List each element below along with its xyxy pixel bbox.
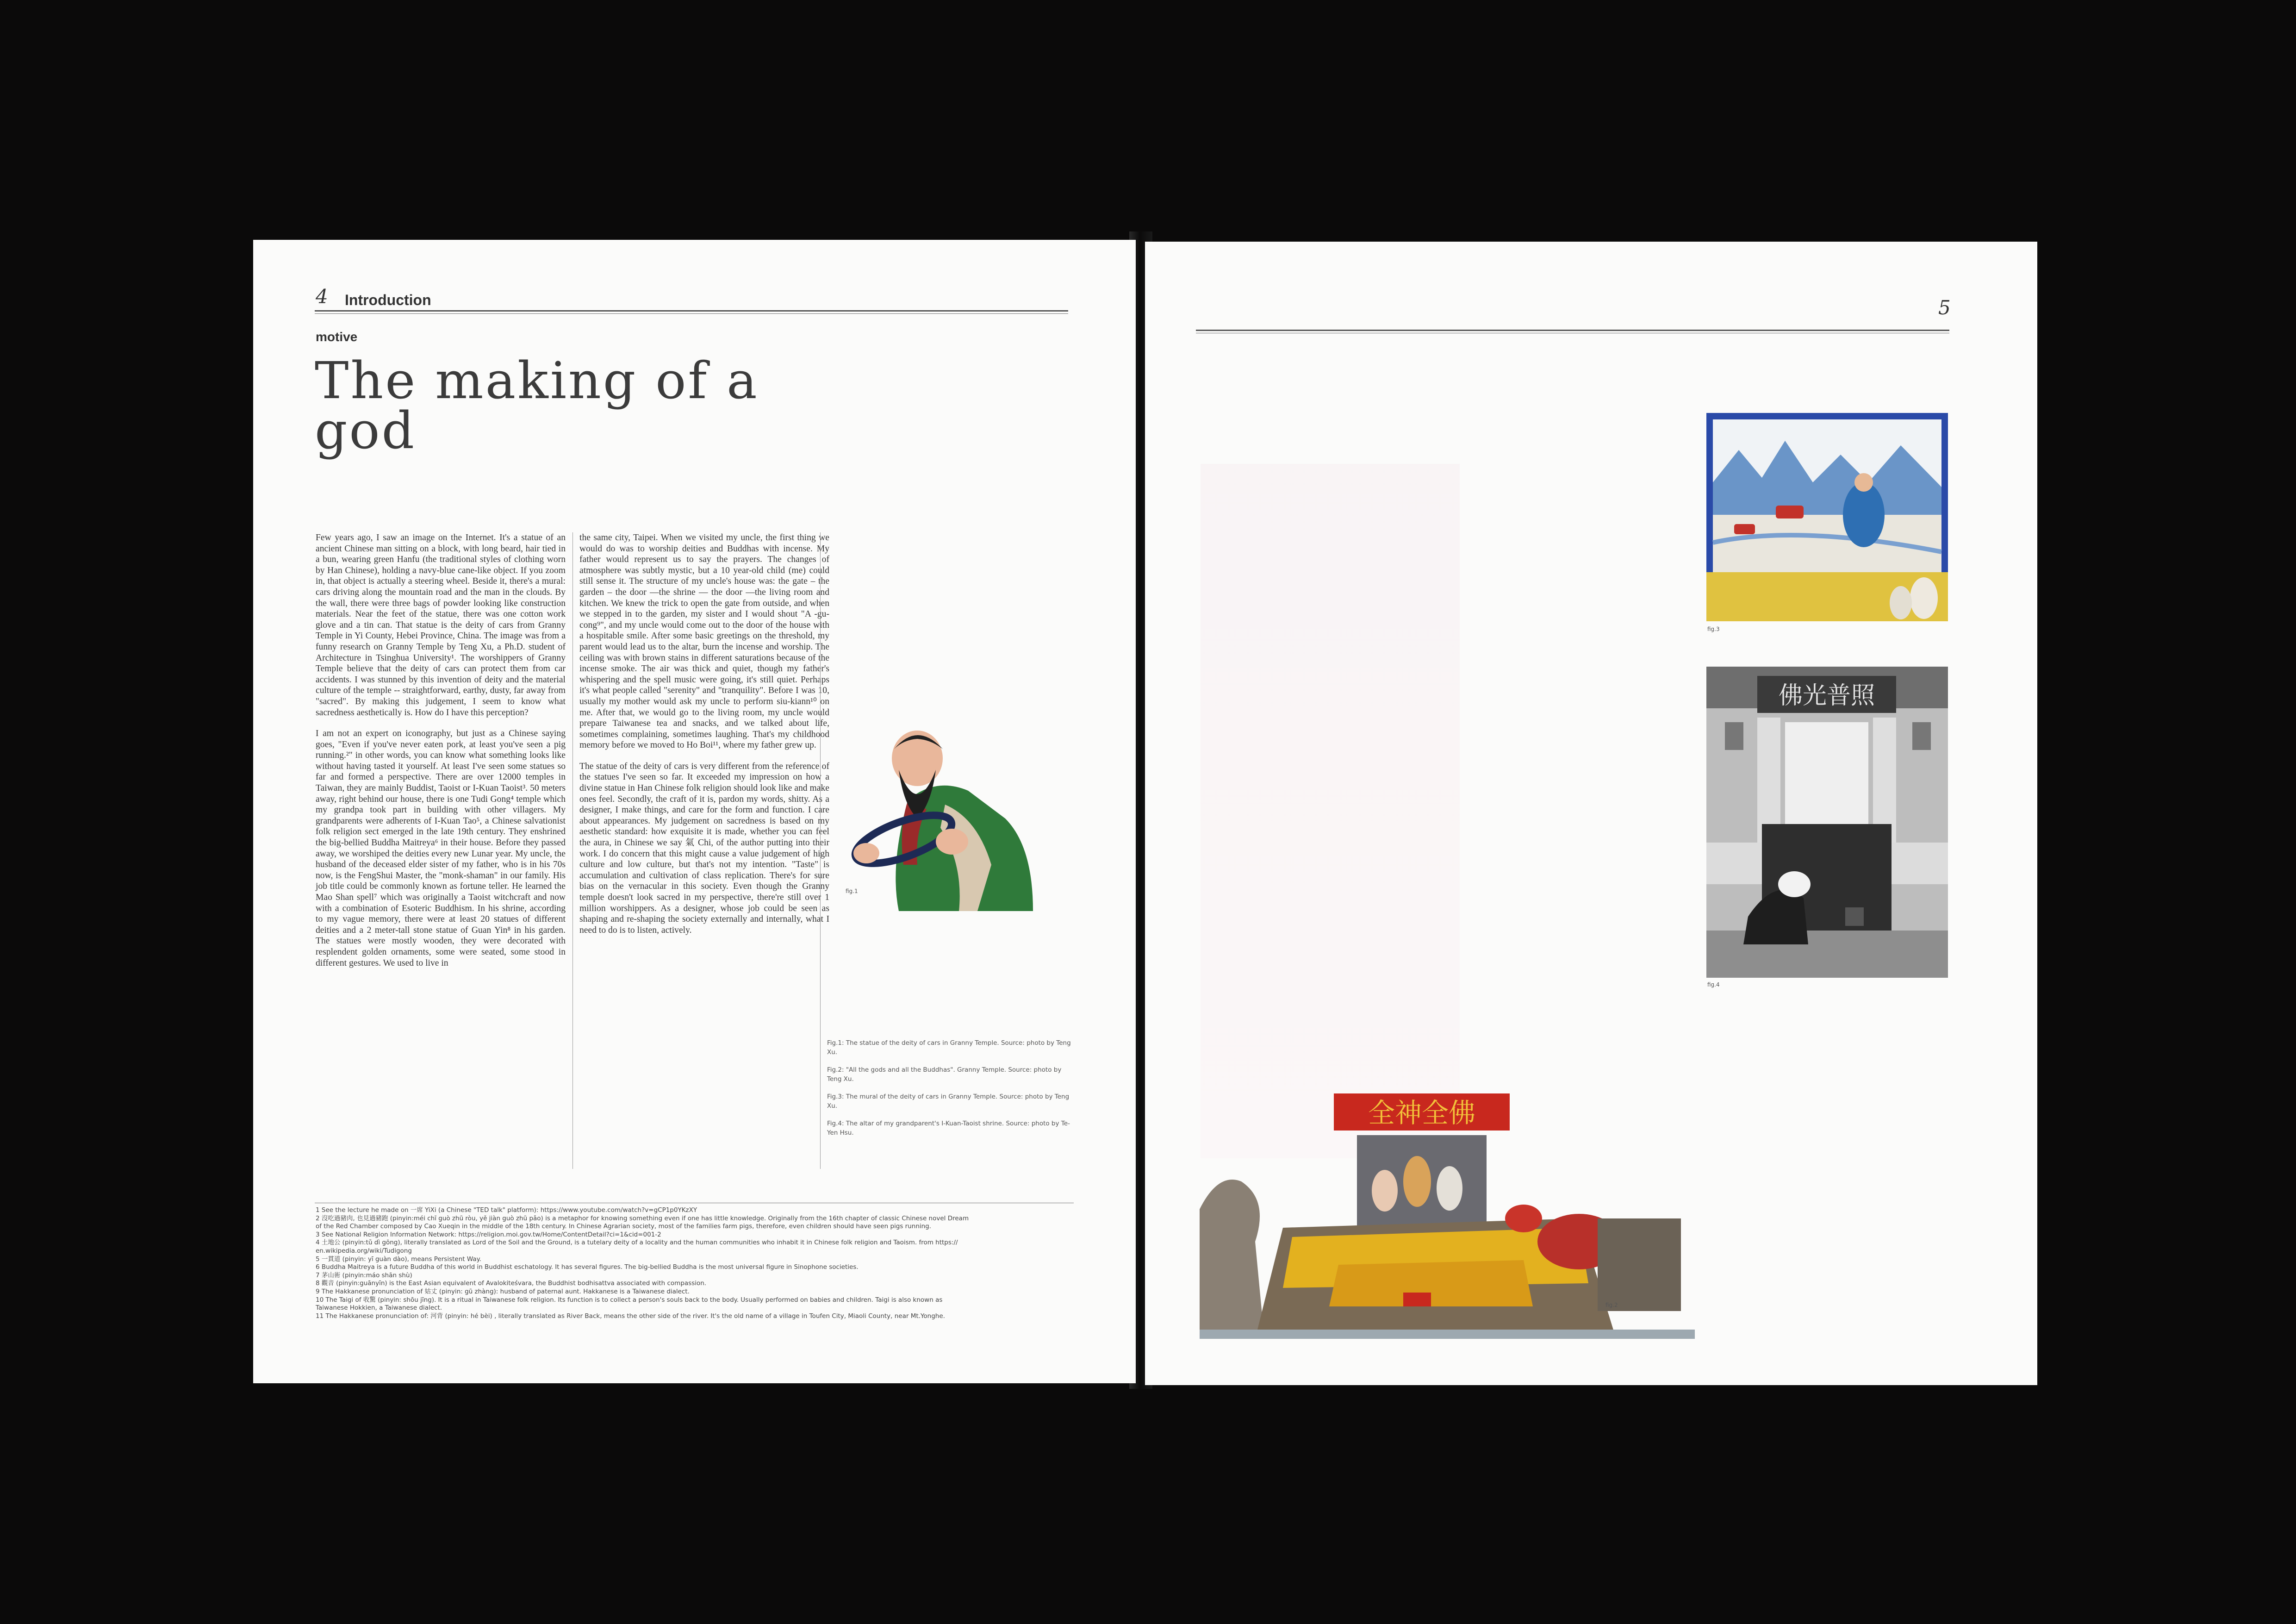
header-rule — [315, 310, 1068, 312]
figure-captions — [827, 1038, 1072, 1146]
footnote: 4 土地公 (pinyin:tǔ dì gōng), literally translated as Lord of the Soil and the Ground, is a tutelary deity of a locality and the human communities who inhabit it in Chinese folk religion and Taoism. from https:// — [316, 1239, 958, 1247]
footnote: 8 觀音 (pinyin:guānyīn) is the East Asian equivalent of Avalokiteśvara, the Buddhist bodhisattva associated with compassion. — [316, 1280, 707, 1287]
text-column-1 — [316, 532, 566, 979]
footnote: en.wikipedia.org/wiki/Tudigong — [316, 1247, 412, 1255]
paragraph: the same city, Taipei. When we visited my uncle, the first thing we would do was to worship deities and Buddhas with incense. My father would represent us to say the prayers. The changes of atmosphere was subtly mystic, but a 10 year-old child (me) could still sense it. The structure of my uncle's house was: the gate – the garden – the door —the shrine — the door —the living room and kitchen. We knew the trick to open the gate from outside, and when we stepped in to the garden, my sister and I would shout "A -gu-cong⁹", and my uncle would come out to the door of the house with a hospitable smile. After some basic greetings on the threshold, my parent would lead us to the altar, burn the incense and worship. The ceiling was with brown stains in different saturations because of the incense smoke. The air was thick and quiet, though my father's whispering and the spell music were going, it's still quiet. Perhaps it's what people called "serenity" and "tranquility". Before I was 10, usually my mother would ask my uncle to perform siu-kiann¹⁰ on me. After that, we would go to the living room, my uncle would prepare Taiwanese tea and snacks, and we talked about life, sometimes complaining, sometimes laughing. That's my childhood memory before we moved to Ho Boi¹¹, where my father grew up. — [579, 533, 829, 750]
footnote: 3 See National Religion Information Network: https://religion.moi.gov.tw/Home/ContentDetail?ci=1&cid=001-2 — [316, 1230, 661, 1238]
page-number-right: 5 — [1938, 296, 1951, 319]
kicker: motive — [316, 330, 358, 344]
paragraph: I am not an expert on iconography, but just as a Chinese saying goes, "Even if you've never eaten pork, at least you've seen a pig running.²" in other words, you can know what something looks like without having tasted it yourself. At least I've seen some statues so far and formed a perspective. There are over 12000 temples in Taiwan, they are mainly Buddist, Taoist or I-Kuan Taoist³. 50 meters away, right behind our house, there is one Tudi Gong⁴ temple which my grandpa took part in building with other villagers. My grandparents were adherents of I-Kuan Tao⁵, a Chinese salvationist folk religion sect emerged in the late 19th century. They enshrined the big-bellied Buddha Maitreya⁶ in their house. Before they passed away, we worshiped the deities every new Lunar year. My uncle, the husband of the deceased elder sister of my father, who is in his 70s now, is the FengShui Master, the "monk-shaman" in our family. His job title could be commonly known as fortune teller. He learned the Mao Shan spell⁷ which was originally a Taoist witchcraft and now with a combination of Esoteric Buddhism. In his shrine, according to my vague memory, there were at least 20 statues of different deities and a 2 meter-tall stone statue of Guan Yin⁸ in his garden. The statues were mostly wooden, they were decorated with resplendent golden ornaments, some were seated, some stood in different gestures. We used to live in — [316, 729, 566, 968]
right-page — [1145, 242, 2037, 1385]
fig2-label: fig.2 — [1605, 1302, 1618, 1308]
caption: Fig.3: The mural of the deity of cars in Granny Temple. Source: photo by Teng Xu. — [827, 1093, 1070, 1110]
footnote: of the Red Chamber composed by Cao Xueqin in the middle of the 18th century. In Chinese Agrarian society, most of the families farm pigs, therefore, even children should have seen pigs running. — [316, 1223, 932, 1230]
paragraph: The statue of the deity of cars is very different from the reference of the statues I've seen so far. It exceeded my impression on how a divine statue in Han Chinese folk religion should look like and make ones feel. Secondly, the craft of it is, pardon my words, shitty. As a designer, I make things, and care for the form and function. I care about appearances. My judgement on sacredness is based on my aesthetic standard: how exquisite it is made, whether you can feel the aura, in Chinese we say 氣 Chi, of the author putting into their work. I do concern that this might cause a value judgement of high culture and low culture, but that's not my intention. "Taste" is accumulation and cultivation of class replication. There's for sure bias on the vernacular in this society. Even though the Granny temple doesn't look sacred in my perspective, there're still over 1 million worshippers. As a designer, whose job could be seen as shaping and re-shaping the society externally and internally, what I need to do is to listen, actively. — [579, 761, 829, 935]
footnote: Taiwanese Hokkien, a Taiwanese dialect. — [316, 1304, 442, 1312]
fig1-label: fig.1 — [846, 888, 858, 894]
paragraph: Few years ago, I saw an image on the Internet. It's a statue of an ancient Chinese man sitting on a block, with long beard, hair tied in a bun, wearing green Hanfu (the traditional styles of clothing worn by Han Chinese), holding a navy-blue cane-like object. If you zoom in, that object is actually a steering wheel. Beside it, there's a mural: cars driving along the mountain road and the man in the clouds. By the wall, there were three bags of powder looking like construction materials. Near the feet of the statue, there was one cotton work glove and a tin can. That statue is the deity of cars from Granny Temple in Yi County, Hebei Province, China. The image was from a funny research on Granny Temple by Teng Xu, a Ph.D. student of Architecture in Tsinghua University¹. The worshippers of Granny Temple believe that the deity of cars can protect them from car accidents. I was stunned by this invention of deity and the material culture of the temple -- straightforward, earthy, dusty, far away from "sacred". By making this judgement, I seem to know what sacredness aesthetically is. How do I have this perception? — [316, 533, 566, 718]
fig1-statue-image — [839, 726, 1047, 916]
fig4-plaque-text: 佛光普照 — [1778, 682, 1875, 710]
caption: Fig.1: The statue of the deity of cars in Granny Temple. Source: photo by Teng Xu. — [827, 1039, 1071, 1056]
caption: Fig.4: The altar of my grandparent's I-Kuan-Taoist shrine. Source: photo by Te-Yen Hsu. — [827, 1120, 1070, 1137]
footnote: 10 The Taigi of 收驚 (pinyin: shōu jīng). It is a ritual in Taiwanese folk religion. Its function is to collect a person's souls back to the body. Usually performed on babies and children. Taigi is also known as — [316, 1296, 943, 1304]
page-number-left: 4 — [316, 285, 328, 308]
title-line-2: god — [315, 401, 417, 460]
footnote: 1 See the lecture he made on 一席 YiXi (a Chinese "TED talk" platform): https://www.youtube.com/watch?v=gCP1p0YKzXY — [316, 1206, 697, 1214]
fig3-mural-image — [1706, 413, 1948, 621]
footnote: 11 The Hakkanese pronunciation of: 河背 (pinyin: hé bèi) , literally translated as River Back, means the other side of the river. It's the old name of a village in Toufen City, Miaoli County, near Mt.Yonghe. — [316, 1312, 945, 1320]
footnote: 7 茅山術 (pinyin:máo shān shù) — [316, 1271, 412, 1279]
column-divider — [572, 532, 573, 1169]
article-title — [315, 351, 759, 460]
footnote: 6 Buddha Maitreya is a future Buddha of this world in Buddhist eschatology. It has several figures. The big-bellied Buddha is the most universal figure in Sinophone societies. — [316, 1263, 859, 1271]
header-rule-right — [1196, 330, 1949, 331]
show-through-shade — [1201, 464, 1460, 1158]
text-column-2 — [579, 532, 829, 946]
footnote: 5 一貫道 (pinyin: yī guàn dào), means Persistent Way. — [316, 1255, 481, 1263]
caption: Fig.2: "All the gods and all the Buddhas". Granny Temple. Source: photo by Teng Xu. — [827, 1066, 1062, 1083]
column-divider — [820, 532, 821, 1169]
section-title: Introduction — [345, 292, 431, 308]
fig2-shrine-image — [1200, 1089, 1695, 1339]
left-page — [253, 240, 1136, 1383]
fig3-label: fig.3 — [1707, 626, 1720, 632]
title-line-1: The making of a — [315, 351, 759, 410]
footnote: 2 沒吃過豬肉, 也見過豬跑 (pinyin:méi chī guò zhū ròu, yě jiàn guò zhū pǎo) is a metaphor for knowing something even if one has little knowledge. Originally from the 16th chapter of classic Chinese novel Dream — [316, 1214, 969, 1222]
fig4-label: fig.4 — [1707, 981, 1720, 988]
footnotes — [316, 1206, 1075, 1320]
fig2-banner-text: 全神全佛 — [1368, 1097, 1476, 1129]
footnote: 9 The Hakkanese pronunciation of 姑丈 (pinyin: gū zhàng): husband of paternal aunt. Hakkanese is a Taiwanese dialect. — [316, 1287, 690, 1295]
fig4-altar-image — [1706, 667, 1948, 978]
header-rule-thin — [315, 313, 1068, 314]
